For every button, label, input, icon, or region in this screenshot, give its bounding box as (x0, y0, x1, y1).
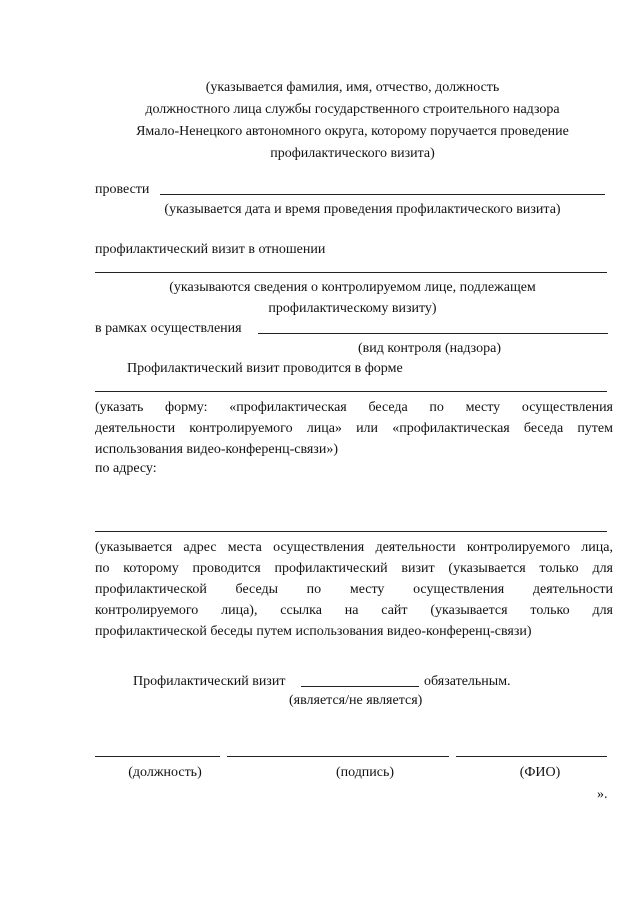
visit-subject-note-line-1: (указываются сведения о контролируемом лице, подлежащем (169, 280, 536, 295)
mandatory-prefix: Профилактический визит (133, 674, 286, 689)
visit-subject-label: профилактический визит в отношении (95, 242, 326, 257)
header-note-line-3: Ямало-Ненецкого автономного округа, которому поручается проведение (136, 124, 569, 139)
control-label: в рамках осуществления (95, 321, 242, 336)
form-note-line-1: (указать форму: «профилактическая беседа по месту осуществления (95, 400, 613, 415)
address-note-line-1: (указывается адрес места осуществления деятельности контролируемого лица, (95, 540, 613, 555)
form-note-line-3: использования видео-конференц-связи») (95, 442, 338, 457)
form-note-line-2: деятельности контролируемого лица» или «профилактическая беседа путем (95, 421, 613, 436)
signature-line[interactable] (227, 756, 449, 757)
control-type-line[interactable] (258, 333, 608, 334)
address-note-line-3: профилактической беседы по месту осуществления деятельности (95, 582, 613, 597)
form-label: Профилактический визит проводится в форме (127, 361, 403, 376)
mandatory-suffix: обязательным. (424, 674, 511, 689)
conduct-label: провести (95, 182, 150, 197)
control-note: (вид контроля (надзора) (358, 341, 501, 356)
conduct-note: (указывается дата и время проведения профилактического визита) (164, 202, 561, 217)
position-line[interactable] (95, 756, 220, 757)
header-note-line-4: профилактического визита) (270, 146, 435, 161)
name-line[interactable] (456, 756, 607, 757)
address-note-line-4: контролируемого лица), ссылка на сайт (указывается только для (95, 603, 613, 618)
visit-subject-note-line-2: профилактическому визиту) (268, 301, 437, 316)
address-line[interactable] (95, 531, 607, 532)
address-note-line-2: по которому проводится профилактический визит (указывается только для (95, 561, 613, 576)
closing-quote: ». (597, 787, 608, 802)
header-note-line-2: должностного лица службы государственного строительного надзора (145, 102, 560, 117)
address-label: по адресу: (95, 461, 157, 476)
position-caption: (должность) (128, 765, 202, 780)
name-caption: (ФИО) (519, 765, 561, 780)
address-note-line-5: профилактической беседы путем использования видео-конференц-связи) (95, 624, 532, 639)
header-note-line-1: (указывается фамилия, имя, отчество, должность (205, 80, 500, 95)
form-line[interactable] (95, 391, 607, 392)
mandatory-note: (является/не является) (289, 693, 423, 708)
signature-caption: (подпись) (335, 765, 395, 780)
mandatory-status-line[interactable] (301, 686, 419, 687)
conduct-date-line[interactable] (160, 194, 605, 195)
visit-subject-line[interactable] (95, 272, 607, 273)
